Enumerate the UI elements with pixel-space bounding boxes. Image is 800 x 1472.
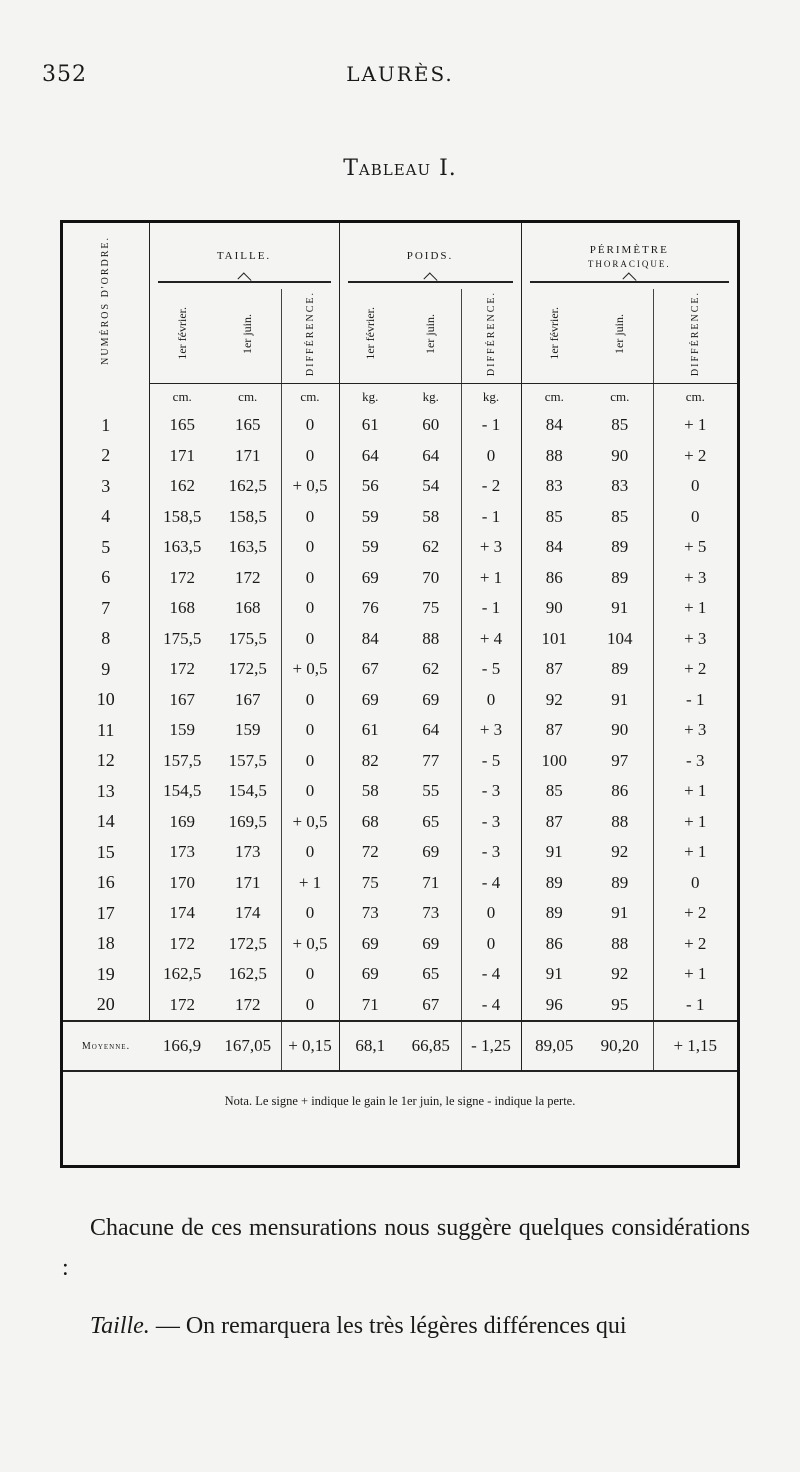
table-cell: 91	[611, 903, 629, 923]
table-cell: 95	[611, 994, 629, 1014]
table-cell: 100	[521, 746, 587, 777]
average-cell: 66,85	[401, 1021, 461, 1071]
table-cell: + 0,5	[281, 471, 339, 502]
row-number-cell: 13	[63, 776, 149, 807]
brace-poids	[348, 281, 513, 283]
table-cell: 68	[339, 807, 401, 838]
table-cell: 75	[422, 598, 440, 618]
table-cell: 0	[281, 837, 339, 868]
table-cell: 91	[611, 689, 629, 709]
table-cell: 71	[422, 872, 440, 892]
table-cell: 162,5	[228, 476, 267, 496]
table-cell: 172,5	[228, 659, 267, 679]
row-number-cell: 1	[63, 410, 149, 441]
table-cell: 171	[169, 445, 195, 465]
units-row	[63, 384, 737, 411]
table-cell: 157,5	[228, 750, 267, 770]
table-cell: 62	[422, 537, 440, 557]
table-cell: 0	[653, 471, 737, 502]
table-cell: + 1	[281, 868, 339, 899]
table-cell: 171	[235, 445, 261, 465]
brace-perimetre	[530, 281, 730, 283]
table-cell: 172	[169, 933, 195, 953]
unit-cell: cm.	[610, 389, 630, 404]
table-cell: 76	[339, 593, 401, 624]
table-cell: 86	[611, 781, 629, 801]
row-number-cell: 10	[63, 685, 149, 716]
table-cell: - 3	[461, 807, 521, 838]
table-cell: 91	[521, 959, 587, 990]
table-cell: - 2	[461, 471, 521, 502]
table-cell: 173	[169, 842, 195, 862]
table-row	[63, 990, 737, 1022]
row-number-cell: 14	[63, 807, 149, 838]
table-row	[63, 593, 737, 624]
table-row	[63, 563, 737, 594]
brace-taille	[158, 281, 331, 283]
table-cell: 77	[422, 750, 440, 770]
row-number-cell: 5	[63, 532, 149, 563]
body-paragraph-2	[62, 1306, 750, 1346]
table-title: Tableau I.	[343, 156, 457, 181]
table-cell: 70	[422, 567, 440, 587]
table-cell: 163,5	[228, 537, 267, 557]
table-cell: 58	[422, 506, 440, 526]
table-cell: 67	[422, 994, 440, 1014]
table-row	[63, 502, 737, 533]
row-number-cell: 2	[63, 441, 149, 472]
table-cell: - 1	[653, 990, 737, 1022]
subheader-label: 1er février.	[546, 307, 561, 360]
table-cell: 58	[339, 776, 401, 807]
average-cell: 167,05	[215, 1021, 281, 1071]
table-cell: 59	[339, 532, 401, 563]
table-cell: - 4	[461, 990, 521, 1022]
table-cell: + 1	[653, 807, 737, 838]
table-cell: 62	[422, 659, 440, 679]
group-header-poids	[339, 223, 521, 289]
table-cell: 0	[281, 410, 339, 441]
subheader-label: DIFFÉRENCE.	[689, 290, 701, 377]
table-cell: + 1	[653, 593, 737, 624]
table-cell: 172,5	[228, 933, 267, 953]
header-numeros	[63, 223, 149, 384]
table-cell: 88	[611, 811, 629, 831]
table-cell: 174	[169, 903, 195, 923]
table-cell: 172	[169, 659, 195, 679]
table-row	[63, 837, 737, 868]
header-numeros-label: NUMÉROS D'ORDRE.	[100, 236, 112, 366]
table-cell: 158,5	[228, 506, 267, 526]
group-header-perimetre	[521, 223, 737, 289]
table-cell: - 1	[653, 685, 737, 716]
table-cell: - 3	[461, 776, 521, 807]
row-number-cell: 11	[63, 715, 149, 746]
table-cell: + 3	[461, 532, 521, 563]
table-cell: 90	[611, 720, 629, 740]
group-label-perimetre-line2: THORACIQUE.	[587, 258, 671, 269]
table-cell: 82	[339, 746, 401, 777]
table-cell: 172	[235, 994, 261, 1014]
body-paragraph-1: Chacune de ces mensurations nous suggère quelques considérations :	[62, 1215, 750, 1281]
table-cell: + 1	[653, 776, 737, 807]
table-row	[63, 776, 737, 807]
table-cell: 159	[169, 720, 195, 740]
table-cell: 104	[607, 628, 633, 648]
table-cell: 159	[235, 720, 261, 740]
table-cell: 89	[521, 868, 587, 899]
row-number-cell: 16	[63, 868, 149, 899]
table-cell: 89	[611, 537, 629, 557]
table-cell: 0	[461, 898, 521, 929]
table-cell: 0	[281, 624, 339, 655]
table-row	[63, 807, 737, 838]
table-row	[63, 746, 737, 777]
row-number-cell: 19	[63, 959, 149, 990]
unit-cell: cm.	[653, 384, 737, 411]
table-cell: 0	[461, 685, 521, 716]
table-cell: 67	[339, 654, 401, 685]
table-cell: 173	[235, 842, 261, 862]
row-number-cell: 8	[63, 624, 149, 655]
table-cell: 85	[611, 506, 629, 526]
table-cell: 91	[611, 598, 629, 618]
table-cell: 73	[422, 903, 440, 923]
table-cell: 65	[422, 964, 440, 984]
table-cell: - 1	[461, 410, 521, 441]
table-cell: 56	[339, 471, 401, 502]
table-cell: 87	[521, 715, 587, 746]
average-cell: + 1,15	[653, 1021, 737, 1071]
table-cell: 69	[422, 933, 440, 953]
table-cell: 0	[281, 715, 339, 746]
table-cell: 86	[521, 929, 587, 960]
table-cell: 89	[521, 898, 587, 929]
table-cell: 0	[653, 868, 737, 899]
table-cell: 84	[521, 410, 587, 441]
subheader-poids-fevrier	[339, 289, 401, 384]
table-cell: 154,5	[228, 781, 267, 801]
table-cell: + 3	[653, 563, 737, 594]
average-cell: 68,1	[339, 1021, 401, 1071]
average-row	[63, 1021, 737, 1071]
table-cell: 172	[169, 994, 195, 1014]
table-cell: 169	[169, 811, 195, 831]
table-cell: 88	[422, 628, 440, 648]
table-cell: 84	[339, 624, 401, 655]
table-cell: 85	[521, 502, 587, 533]
table-row	[63, 685, 737, 716]
table-cell: 64	[422, 445, 440, 465]
subheader-taille-juin	[215, 289, 281, 384]
table-row	[63, 532, 737, 563]
table-row	[63, 898, 737, 929]
table-cell: 157,5	[163, 750, 202, 770]
table-cell: 87	[521, 654, 587, 685]
table-cell: 0	[461, 441, 521, 472]
average-cell: 90,20	[587, 1021, 653, 1071]
table-cell: 85	[521, 776, 587, 807]
table-cell: 61	[339, 715, 401, 746]
unit-cell: cm.	[521, 384, 587, 411]
table-cell: + 0,5	[281, 654, 339, 685]
measurement-table-frame	[60, 220, 740, 1168]
table-cell: 167	[235, 689, 261, 709]
table-cell: 59	[339, 502, 401, 533]
table-cell: 0	[281, 532, 339, 563]
row-number-cell: 15	[63, 837, 149, 868]
section-label-taille: Taille.	[90, 1313, 150, 1339]
row-number-cell: 4	[63, 502, 149, 533]
table-cell: 174	[235, 903, 261, 923]
table-cell: 162,5	[228, 964, 267, 984]
table-cell: 101	[521, 624, 587, 655]
table-cell: + 2	[653, 929, 737, 960]
table-cell: + 5	[653, 532, 737, 563]
table-cell: + 4	[461, 624, 521, 655]
table-cell: 90	[521, 593, 587, 624]
row-number-cell: 18	[63, 929, 149, 960]
table-cell: 86	[521, 563, 587, 594]
table-cell: + 1	[653, 837, 737, 868]
unit-cell: cm.	[172, 389, 192, 404]
table-cell: 88	[611, 933, 629, 953]
table-row	[63, 441, 737, 472]
table-cell: + 1	[653, 959, 737, 990]
row-number-cell: 6	[63, 563, 149, 594]
table-cell: 154,5	[163, 781, 202, 801]
table-cell: 64	[339, 441, 401, 472]
table-cell: 84	[521, 532, 587, 563]
table-row	[63, 410, 737, 441]
table-cell: 0	[461, 929, 521, 960]
table-cell: 165	[169, 415, 195, 435]
table-cell: 69	[339, 685, 401, 716]
group-header-taille	[149, 223, 339, 289]
table-cell: + 2	[653, 898, 737, 929]
subheader-label: 1er juin.	[423, 313, 438, 354]
table-cell: + 2	[653, 441, 737, 472]
table-cell: 83	[521, 471, 587, 502]
units-empty	[63, 384, 149, 411]
table-cell: 85	[611, 415, 629, 435]
table-cell: 64	[422, 720, 440, 740]
table-cell: 172	[235, 567, 261, 587]
average-label: Moyenne.	[63, 1021, 149, 1071]
table-cell: 90	[611, 445, 629, 465]
table-cell: - 4	[461, 868, 521, 899]
table-cell: 170	[169, 872, 195, 892]
table-cell: 89	[611, 872, 629, 892]
table-cell: + 3	[653, 715, 737, 746]
body-paragraph-2-text: — On remarquera les très légères différences qui	[149, 1313, 627, 1339]
table-cell: 69	[422, 689, 440, 709]
table-cell: + 0,5	[281, 929, 339, 960]
table-cell: 163,5	[163, 537, 202, 557]
table-cell: 168	[235, 598, 261, 618]
subheader-poids-juin	[401, 289, 461, 384]
subheader-label: 1er février.	[174, 307, 189, 360]
table-cell: 69	[339, 929, 401, 960]
table-cell: - 4	[461, 959, 521, 990]
subheader-taille-diff	[281, 289, 339, 384]
table-cell: 162,5	[163, 964, 202, 984]
table-cell: + 1	[461, 563, 521, 594]
table-cell: 89	[611, 659, 629, 679]
table-cell: 69	[422, 842, 440, 862]
table-cell: 55	[422, 781, 440, 801]
subheader-poids-diff	[461, 289, 521, 384]
subheader-taille-fevrier	[149, 289, 215, 384]
nota-row	[63, 1071, 737, 1130]
table-cell: 167	[169, 689, 195, 709]
table-row	[63, 929, 737, 960]
average-cell: 89,05	[521, 1021, 587, 1071]
group-label-perimetre: PÉRIMÈTRE	[589, 243, 669, 256]
subheader-perimetre-diff	[653, 289, 737, 384]
table-cell: 75	[339, 868, 401, 899]
table-cell: 61	[339, 410, 401, 441]
table-cell: 65	[422, 811, 440, 831]
unit-cell: kg.	[339, 384, 401, 411]
table-cell: 168	[169, 598, 195, 618]
table-cell: + 3	[653, 624, 737, 655]
table-cell: - 1	[461, 502, 521, 533]
table-cell: 175,5	[228, 628, 267, 648]
table-cell: 96	[521, 990, 587, 1022]
table-cell: 0	[281, 776, 339, 807]
table-cell: - 3	[653, 746, 737, 777]
table-cell: 91	[521, 837, 587, 868]
subheader-perimetre-juin	[587, 289, 653, 384]
unit-cell: cm.	[238, 389, 258, 404]
table-cell: 0	[281, 502, 339, 533]
nota-text: Nota. Le signe + indique le gain le 1er juin, le signe - indique la perte.	[63, 1071, 737, 1130]
subheader-perimetre-fevrier	[521, 289, 587, 384]
table-cell: + 2	[653, 654, 737, 685]
row-number-cell: 9	[63, 654, 149, 685]
table-cell: 88	[521, 441, 587, 472]
table-cell: 172	[169, 567, 195, 587]
table-row	[63, 471, 737, 502]
table-cell: 92	[611, 964, 629, 984]
subheader-label: 1er juin.	[612, 313, 627, 354]
unit-cell: cm.	[281, 384, 339, 411]
table-row	[63, 624, 737, 655]
table-cell: 0	[281, 563, 339, 594]
table-cell: 72	[339, 837, 401, 868]
subheader-label: DIFFÉRENCE.	[304, 290, 316, 377]
average-cell: - 1,25	[461, 1021, 521, 1071]
page-number: 352	[42, 62, 87, 87]
table-cell: 0	[281, 990, 339, 1022]
average-cell: 166,9	[149, 1021, 215, 1071]
table-cell: 175,5	[163, 628, 202, 648]
table-cell: 0	[281, 898, 339, 929]
table-cell: 0	[653, 502, 737, 533]
table-cell: 0	[281, 959, 339, 990]
table-cell: 92	[611, 842, 629, 862]
table-cell: 69	[339, 959, 401, 990]
table-cell: - 3	[461, 837, 521, 868]
table-cell: 87	[521, 807, 587, 838]
running-head: LAURÈS.	[346, 62, 454, 86]
subheader-label: DIFFÉRENCE.	[485, 290, 497, 377]
table-cell: + 1	[653, 410, 737, 441]
row-number-cell: 7	[63, 593, 149, 624]
table-cell: + 3	[461, 715, 521, 746]
table-cell: 71	[339, 990, 401, 1022]
table-cell: - 5	[461, 746, 521, 777]
table-cell: 83	[611, 476, 629, 496]
table-cell: 0	[281, 746, 339, 777]
table-cell: 0	[281, 685, 339, 716]
table-cell: 158,5	[163, 506, 202, 526]
unit-cell: kg.	[461, 384, 521, 411]
table-row	[63, 868, 737, 899]
table-cell: 171	[235, 872, 261, 892]
table-cell: 73	[339, 898, 401, 929]
table-cell: 69	[339, 563, 401, 594]
table-row	[63, 959, 737, 990]
table-row	[63, 715, 737, 746]
table-cell: 162	[169, 476, 195, 496]
measurement-table	[63, 223, 737, 1130]
table-cell: 0	[281, 593, 339, 624]
row-number-cell: 12	[63, 746, 149, 777]
row-number-cell: 17	[63, 898, 149, 929]
group-label-poids: POIDS.	[406, 250, 454, 262]
row-number-cell: 20	[63, 990, 149, 1022]
unit-cell: kg.	[422, 389, 439, 404]
table-row	[63, 654, 737, 685]
table-cell: + 0,5	[281, 807, 339, 838]
table-cell: 92	[521, 685, 587, 716]
table-cell: 89	[611, 567, 629, 587]
table-cell: 0	[281, 441, 339, 472]
table-cell: 54	[422, 476, 440, 496]
table-cell: 60	[422, 415, 440, 435]
row-number-cell: 3	[63, 471, 149, 502]
average-cell: + 0,15	[281, 1021, 339, 1071]
group-label-taille: TAILLE.	[216, 250, 272, 262]
subheader-label: 1er juin.	[240, 313, 255, 354]
table-cell: - 1	[461, 593, 521, 624]
table-cell: 169,5	[228, 811, 267, 831]
table-cell: - 5	[461, 654, 521, 685]
table-cell: 165	[235, 415, 261, 435]
subheader-label: 1er février.	[362, 307, 377, 360]
table-cell: 97	[611, 750, 629, 770]
